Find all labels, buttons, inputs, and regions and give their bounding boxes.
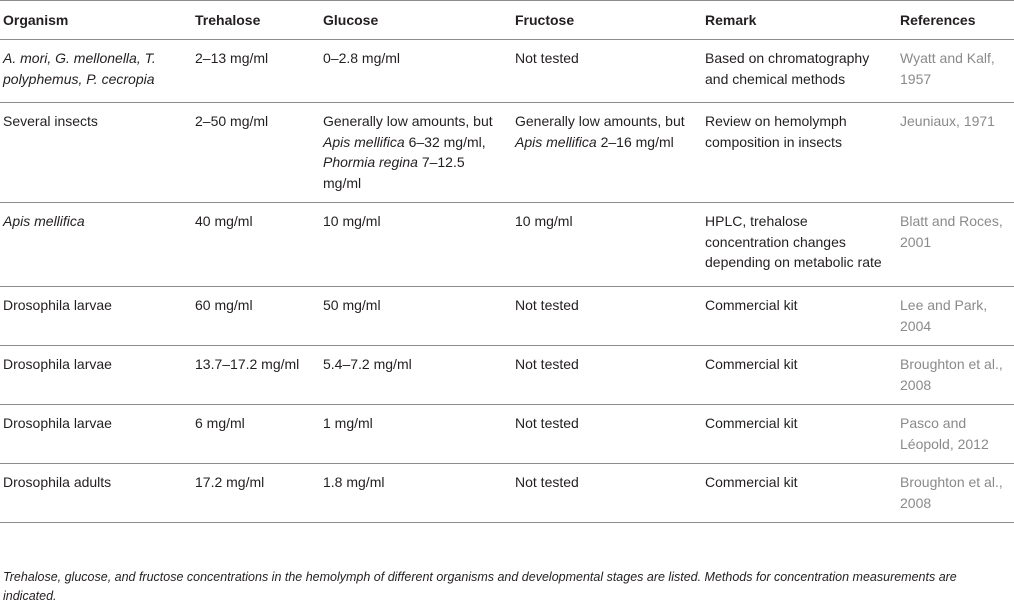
cell-remark: HPLC, trehalose concentration changes depending on metabolic rate bbox=[702, 203, 897, 287]
cell-organism: A. mori, G. mellonella, T. polyphemus, P. cecropia bbox=[0, 40, 192, 103]
table-row bbox=[0, 405, 1014, 464]
cell-fructose-segment: Not tested bbox=[515, 474, 579, 490]
cell-glucose-segment: 1 mg/ml bbox=[323, 415, 373, 431]
header-row bbox=[0, 1, 1014, 40]
cell-fructose-segment: 2–16 mg/ml bbox=[596, 133, 674, 150]
cell-reference: Broughton et al., 2008 bbox=[897, 464, 1014, 523]
cell-glucose-segment: 0–2.8 mg/ml bbox=[323, 50, 401, 66]
cell-remark: Commercial kit bbox=[702, 287, 897, 346]
table-row bbox=[0, 464, 1014, 523]
table-row bbox=[0, 203, 1014, 287]
cell-reference: Wyatt and Kalf, 1957 bbox=[897, 40, 1014, 103]
header-glucose: Glucose bbox=[320, 1, 512, 40]
cell-glucose bbox=[320, 103, 512, 203]
table-body bbox=[0, 40, 1014, 523]
cell-organism: Drosophila larvae bbox=[0, 405, 192, 464]
header-references: References bbox=[897, 1, 1014, 40]
header-fructose: Fructose bbox=[512, 1, 702, 40]
cell-remark: Commercial kit bbox=[702, 405, 897, 464]
table-row bbox=[0, 287, 1014, 346]
cell-glucose-segment: 5.4–7.2 mg/ml bbox=[323, 356, 412, 372]
cell-glucose bbox=[320, 40, 512, 103]
table-caption: Trehalose, glucose, and fructose concentrations in the hemolymph of different organisms and developmental stages are listed. Methods for concentration measurements are indicated. bbox=[3, 570, 957, 603]
table-row bbox=[0, 40, 1014, 103]
cell-fructose bbox=[512, 40, 702, 103]
cell-fructose-segment: 10 mg/ml bbox=[515, 213, 573, 229]
cell-organism: Apis mellifica bbox=[0, 203, 192, 287]
cell-trehalose: 60 mg/ml bbox=[192, 287, 320, 346]
cell-trehalose: 17.2 mg/ml bbox=[192, 464, 320, 523]
cell-fructose-segment: Not tested bbox=[515, 297, 579, 313]
cell-fructose bbox=[512, 405, 702, 464]
cell-fructose-segment: Generally low amounts, but bbox=[515, 113, 685, 129]
table-row bbox=[0, 103, 1014, 203]
table-row bbox=[0, 346, 1014, 405]
cell-remark: Review on hemolymph composition in insects bbox=[702, 103, 897, 203]
cell-reference: Jeuniaux, 1971 bbox=[897, 103, 1014, 203]
cell-glucose-segment: Phormia regina bbox=[323, 154, 418, 170]
cell-trehalose: 13.7–17.2 mg/ml bbox=[192, 346, 320, 405]
cell-organism: Drosophila larvae bbox=[0, 287, 192, 346]
header-trehalose: Trehalose bbox=[192, 1, 320, 40]
cell-glucose-segment: 6–32 mg/ml, bbox=[404, 133, 486, 150]
cell-organism: Drosophila larvae bbox=[0, 346, 192, 405]
cell-fructose bbox=[512, 203, 702, 287]
cell-remark: Based on chromatography and chemical methods bbox=[702, 40, 897, 103]
cell-glucose-segment: Generally low amounts, but bbox=[323, 113, 493, 129]
cell-remark: Commercial kit bbox=[702, 346, 897, 405]
cell-fructose-segment: Not tested bbox=[515, 415, 579, 431]
cell-glucose-segment: 7–12.5 mg/ml bbox=[323, 154, 465, 191]
cell-trehalose: 2–13 mg/ml bbox=[192, 40, 320, 103]
cell-fructose bbox=[512, 464, 702, 523]
cell-glucose-segment: 10 mg/ml bbox=[323, 213, 381, 229]
cell-reference: Lee and Park, 2004 bbox=[897, 287, 1014, 346]
cell-organism: Several insects bbox=[0, 103, 192, 203]
cell-trehalose: 40 mg/ml bbox=[192, 203, 320, 287]
table-header bbox=[0, 1, 1014, 40]
cell-glucose bbox=[320, 464, 512, 523]
cell-trehalose: 2–50 mg/ml bbox=[192, 103, 320, 203]
cell-glucose bbox=[320, 287, 512, 346]
cell-glucose bbox=[320, 203, 512, 287]
cell-fructose-segment: Apis mellifica bbox=[515, 133, 597, 150]
cell-glucose-segment: Apis mellifica bbox=[323, 133, 405, 150]
cell-glucose bbox=[320, 405, 512, 464]
cell-fructose-segment: Not tested bbox=[515, 356, 579, 372]
cell-fructose bbox=[512, 103, 702, 203]
header-organism: Organism bbox=[0, 1, 192, 40]
header-remark: Remark bbox=[702, 1, 897, 40]
cell-glucose bbox=[320, 346, 512, 405]
cell-reference: Pasco and Léopold, 2012 bbox=[897, 405, 1014, 464]
cell-fructose-segment: Not tested bbox=[515, 50, 579, 66]
cell-reference: Broughton et al., 2008 bbox=[897, 346, 1014, 405]
cell-trehalose: 6 mg/ml bbox=[192, 405, 320, 464]
cell-glucose-segment: 1.8 mg/ml bbox=[323, 474, 385, 490]
cell-organism: Drosophila adults bbox=[0, 464, 192, 523]
cell-fructose bbox=[512, 287, 702, 346]
cell-glucose-segment: 50 mg/ml bbox=[323, 297, 381, 313]
cell-remark: Commercial kit bbox=[702, 464, 897, 523]
cell-reference: Blatt and Roces, 2001 bbox=[897, 203, 1014, 287]
cell-fructose bbox=[512, 346, 702, 405]
